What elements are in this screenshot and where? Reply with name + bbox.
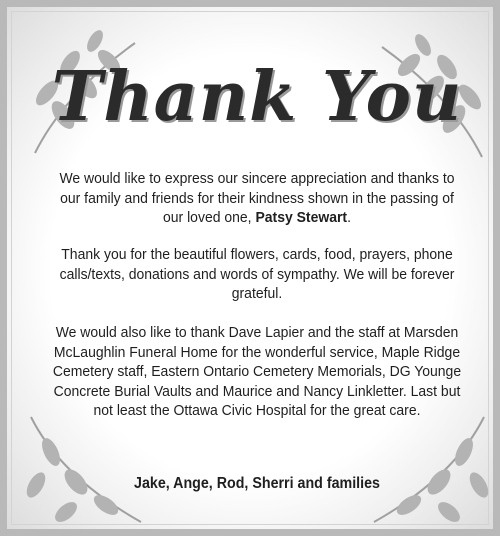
leaf-branch-icon: [369, 407, 494, 532]
paragraph-thanks-gifts: Thank you for the beautiful flowers, cards, food, prayers, phone calls/texts, donations and words of sympathy. We will be forever grateful.: [59, 246, 455, 303]
paragraph-appreciation-lead: We would like to express our sincere appreciation and thanks to our family and friends for their kindness shown in the passing of our loved one,: [59, 170, 455, 227]
deceased-name: Patsy Stewart: [255, 209, 348, 227]
family-signature: Jake, Ange, Rod, Sherri and families: [134, 475, 380, 492]
paragraph-thanks-services: We would also like to thank Dave Lapier and the staff at Marsden McLaughlin Funeral Home for the wonderful service, Maple Ridge Cemetery staff, Eastern Ontario Cemetery Memorials, DG Younge Concrete Burial Vaults and Maurice and Nancy Linkletter. Last but not least the Ottawa Civic Hospital for the great care.: [52, 324, 462, 420]
leaf-branch-icon: [21, 407, 151, 532]
paragraph-appreciation: [53, 169, 461, 228]
paragraph-appreciation-tail: .: [347, 209, 351, 227]
notice-title: Thank You: [51, 57, 463, 137]
